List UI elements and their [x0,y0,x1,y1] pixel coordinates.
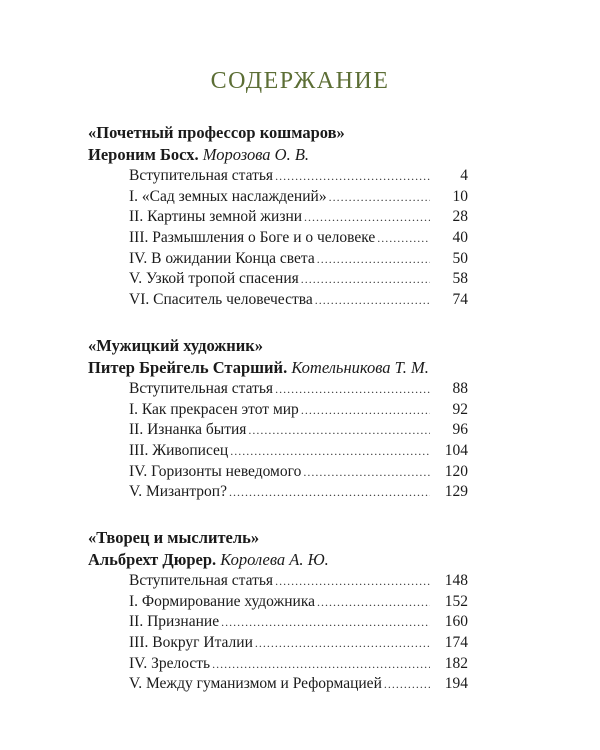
dot-leader [329,187,430,208]
toc-entry[interactable] [129,420,468,441]
toc-entry[interactable] [129,654,468,675]
dot-leader [377,228,430,249]
entry-label: Вступительная статья [129,571,274,589]
toc-entry[interactable] [129,633,468,654]
toc-entry[interactable] [129,571,468,592]
entry-label: II. Изнанка бытия [129,421,247,439]
entry-list [129,379,468,503]
toc-entry[interactable] [129,207,468,228]
dot-leader [275,166,430,187]
entry-page-number: 104 [444,441,468,459]
author-line [88,549,468,571]
author-name: Иероним Босх. [88,145,199,164]
author-line [88,144,468,166]
entry-label: III. Живописец [129,441,229,459]
entry-label: IV. Зрелость [129,654,211,672]
entry-label: III. Размышления о Боге и о человеке [129,229,376,247]
toc-entry[interactable] [129,400,468,421]
entry-label: II. Признание [129,613,220,631]
entry-page-number: 182 [444,654,468,672]
entry-label: II. Картины земной жизни [129,208,303,226]
toc-entry[interactable] [129,379,468,400]
toc-entry[interactable] [129,228,468,249]
entry-label: V. Мизантроп? [129,483,227,501]
entry-page-number: 194 [444,675,468,693]
toc-entry[interactable] [129,674,468,695]
entry-label: Вступительная статья [129,379,274,397]
toc-entry[interactable] [129,462,468,483]
entry-page-number: 174 [444,634,468,651]
dot-leader [304,207,430,228]
entry-label: I. Формирование художника [129,592,316,610]
toc-entry[interactable] [129,290,468,311]
dot-leader [301,400,430,421]
dot-leader [229,482,430,503]
dot-leader [248,420,430,441]
section-title: «Почетный профессор кошмаров» [88,123,345,142]
toc-entry[interactable] [129,166,468,187]
entry-label: I. «Сад земных наслаждений» [129,187,327,205]
toc-entry[interactable] [129,441,468,462]
entry-label: VI. Спаситель человечества [129,291,313,309]
author-name: Альбрехт Дюрер. [88,549,217,569]
entry-page-number: 40 [452,229,468,247]
toc-entry[interactable] [129,612,468,633]
toc-sections [88,122,468,719]
dot-leader [317,592,430,613]
dot-leader [212,654,430,675]
entry-page-number: 4 [460,167,468,184]
author-credit: Котельникова Т. М. [291,357,429,377]
toc-entry[interactable] [129,269,468,290]
entry-page-number: 152 [444,592,468,610]
entry-label: Вступительная статья [129,167,274,184]
entry-page-number: 10 [452,187,468,205]
dot-leader [221,612,430,633]
author-credit: Морозова О. В. [202,145,310,164]
entry-label: V. Между гуманизмом и Реформацией [129,675,382,693]
toc-section [88,527,468,695]
entry-page-number: 50 [452,249,468,267]
dot-leader [384,674,430,695]
entry-list [129,571,468,695]
dot-leader [303,462,430,483]
entry-page-number: 88 [452,379,468,397]
entry-page-number: 28 [452,208,468,226]
toc-entry[interactable] [129,482,468,503]
entry-page-number: 92 [452,400,468,418]
entry-label: IV. В ожидании Конца света [129,249,315,267]
page-title: СОДЕРЖАНИЕ [210,68,390,94]
toc-entry[interactable] [129,592,468,613]
entry-page-number: 129 [444,483,468,501]
entry-page-number: 58 [452,270,468,288]
author-line [88,357,468,379]
dot-leader [315,290,430,311]
author-credit: Королева А. Ю. [220,549,329,569]
toc-section [88,122,468,311]
entry-label: V. Узкой тропой спасения [129,270,299,288]
dot-leader [301,269,430,290]
section-title: «Мужицкий художник» [88,335,264,355]
entry-page-number: 160 [444,613,468,631]
entry-page-number: 148 [444,571,468,589]
dot-leader [230,441,430,462]
entry-label: I. Как прекрасен этот мир [129,400,299,418]
toc-section [88,335,468,503]
dot-leader [275,571,430,592]
dot-leader [255,633,430,654]
author-name: Питер Брейгель Старший. [88,357,288,377]
dot-leader [275,379,430,400]
section-title: «Творец и мыслитель» [88,527,260,547]
entry-page-number: 96 [452,421,468,439]
entry-page-number: 120 [444,462,468,480]
entry-page-number: 74 [452,291,468,309]
entry-label: III. Вокруг Италии [129,634,253,651]
entry-list [129,166,468,311]
dot-leader [317,249,430,270]
toc-entry[interactable] [129,187,468,208]
toc-entry[interactable] [129,249,468,270]
entry-label: IV. Горизонты неведомого [129,462,302,480]
